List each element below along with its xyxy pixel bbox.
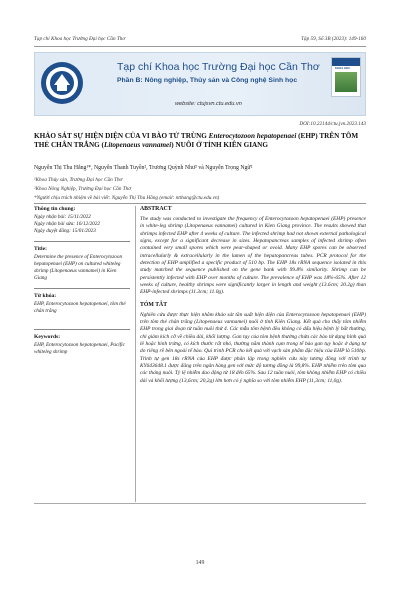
running-head-issue: Tập 59, Số 3B (2023): 149-160 (301, 36, 366, 42)
running-head-divider (34, 46, 366, 47)
page-number: 149 (195, 560, 205, 566)
article-info-heading: Thông tin chung: (34, 206, 76, 212)
keywords-en-heading: Keywords: (34, 333, 61, 340)
banner-subtitle: Phần B: Nông nghiệp, Thủy sản và Công nghệ Sinh học (117, 77, 298, 84)
journal-cover-thumbnail (331, 57, 361, 97)
english-title: Determine the presence of Enterocytozoon hepatopenaei (EHP) on cultured whiteleg shrimp (Litopenaeus vannamei) in Kien Giang (34, 254, 123, 281)
keywords-vi-heading: Từ khóa: (34, 292, 57, 299)
author-list: Nguyễn Thị Thu Hằng¹*, Nguyễn Thanh Tuyền², Trương Quỳnh Như² và Nguyễn Trọng Ngữ² (34, 165, 253, 171)
cover-image (335, 72, 357, 92)
running-head (34, 36, 366, 46)
summary-vi-heading: TÓM TẮT (140, 301, 168, 308)
revised-date: Ngày nhận bài sửa: 16/12/2022 (34, 221, 100, 228)
info-divider (34, 241, 130, 242)
title-prefix: KHẢO SÁT SỰ HIỆN DIỆN CỦA VI BÀO TỬ TRÙNG (34, 132, 209, 140)
cover-text: KHOA HỌC (335, 66, 351, 70)
column-divider (135, 206, 136, 502)
bottom-divider (34, 503, 366, 504)
running-head-journal: Tạp chí Khoa học Trường Đại học Cần Thơ (34, 36, 126, 42)
accepted-date: Ngày duyệt đăng: 15/01/2023 (34, 228, 96, 235)
english-title-heading: Title: (34, 245, 47, 252)
journal-banner (34, 52, 366, 116)
received-date: Ngày nhận bài: 15/11/2022 (34, 214, 91, 221)
title-divider (34, 288, 130, 289)
article-info-column (34, 206, 130, 356)
title-middle: (EHP) TRÊN TÔM THẺ CHÂN TRẮNG ( (34, 132, 359, 150)
abstract-column (140, 206, 366, 385)
banner-website: website: ctujsvn.ctu.edu.vn (175, 101, 242, 107)
abstract-heading: ABSTRACT (140, 206, 172, 212)
abstract-text: The study was conducted to investigate the frequency of Enterocytozoon hepatopenaei (EHP) presence in white-leg shrimp (Litopenaeus vannamei) cultured in Kien Giang province. The results showed that shrimps infected EHP after 4 weeks of culture. The infected shrimp had not shown external pathological signs, except for a significant decrease in sizes. Hepatopancreas samples of infected shrimp often contained very small spores which were pear-shaped or ovoid. Many EHP spores can be observed intracellularly & extracellularly in the lumen of the hepatopancreas tubes. PCR protocol for the detection of EHP amplified a specific product of 510 bp. The EHP 18s rRNA sequence isolated in this study matched the sequence published on the gene bank with 99.8% similarity. Shrimp can be persistently infected with EHP over months of culture. The prevalence of EHP was 18%-65%. After 12 weeks of culture, healthy shrimps were significantly larger in length and weight (13.6cm; 20.2g) than EHP-infected shrimps (11.3cm; 11.0g). (140, 215, 366, 296)
university-logo-icon (39, 59, 85, 107)
title-species-1: Enterocytozoon hepatopenaei (208, 132, 297, 140)
title-species-2: Litopenaeus vannamei (103, 141, 172, 150)
keywords-en: EHP, Enterocytozoon hepatopenaei, Pacific whiteleg shrimp (34, 342, 125, 356)
summary-vi-text: Nghiên cứu được thực hiện nhằm khảo sát tần suất hiện diện của Enterocytozoon hepatopenaei (EHP) trên tôm thẻ chân trắng (Litopenaeus vannamei) nuôi ở tỉnh Kiên Giang. Kết quả cho thấy tôm nhiễm EHP trong giai đoạn từ tuần nuôi thứ 4. Các mẫu tôm bệnh đều không có dấu hiệu bệnh lý bất thường, chỉ giảm kích cỡ về chiều dài, khối lượng. Gan tụy của tôm bệnh thường chứa các bào tử dạng hình quả lê hoặc hình trứng, có kích thước rất nhỏ, thường nằm thành cụm trong tế bào gan tụy hoặc ở dạng tự do riêng rẽ bên ngoài tế bào. Qui trình PCR cho kết quả với vạch sản phẩm đặc hiệu của EHP là 510bp. Trình tự gen 18s rRNA của EHP được phân lập trong nghiên cứu này tương đồng với trình tự KY643648.1 được đăng trên ngân hàng gen với mức độ tương đồng là 99,8%. EHP nhiễm trên tôm qua các tháng nuôi. Tỷ lệ nhiễm dao động từ 18 đến 65%. Sau 12 tuần nuôi, tôm không nhiễm EHP có chiều dài và khối lượng (13,6cm; 20,2g) lớn hơn có ý nghĩa so với tôm nhiễm EHP (11,3cm; 11,0g). (140, 311, 366, 384)
cover-header-bar (332, 58, 360, 66)
affiliation-divider (34, 203, 366, 204)
banner-title: Tạp chí Khoa học Trường Đại học Cần Thơ (117, 61, 320, 73)
doi: DOI:10.22144/ctu.jvn.2023.143 (299, 121, 366, 127)
affiliation-2: ²Khoa Nông Nghiệp, Trường Đại học Cần Thơ (34, 186, 131, 192)
corresponding-author: *Người chịu trách nhiệm về bài viết: Nguyễn Thị Thu Hằng (email: ntthang@ctu.edu.vn) (34, 195, 220, 201)
title-suffix: ) NUÔI Ở TỈNH KIÊN GIANG (171, 141, 268, 150)
keywords-vi: EHP, Enterocytozoon hepatopenaei, tôm thẻ chân trắng (34, 301, 126, 314)
keywords-divider (34, 329, 130, 330)
article-title (34, 132, 366, 150)
affiliation-1: ¹Khoa Thủy sản, Trường Đại học Cần Thơ (34, 177, 123, 183)
